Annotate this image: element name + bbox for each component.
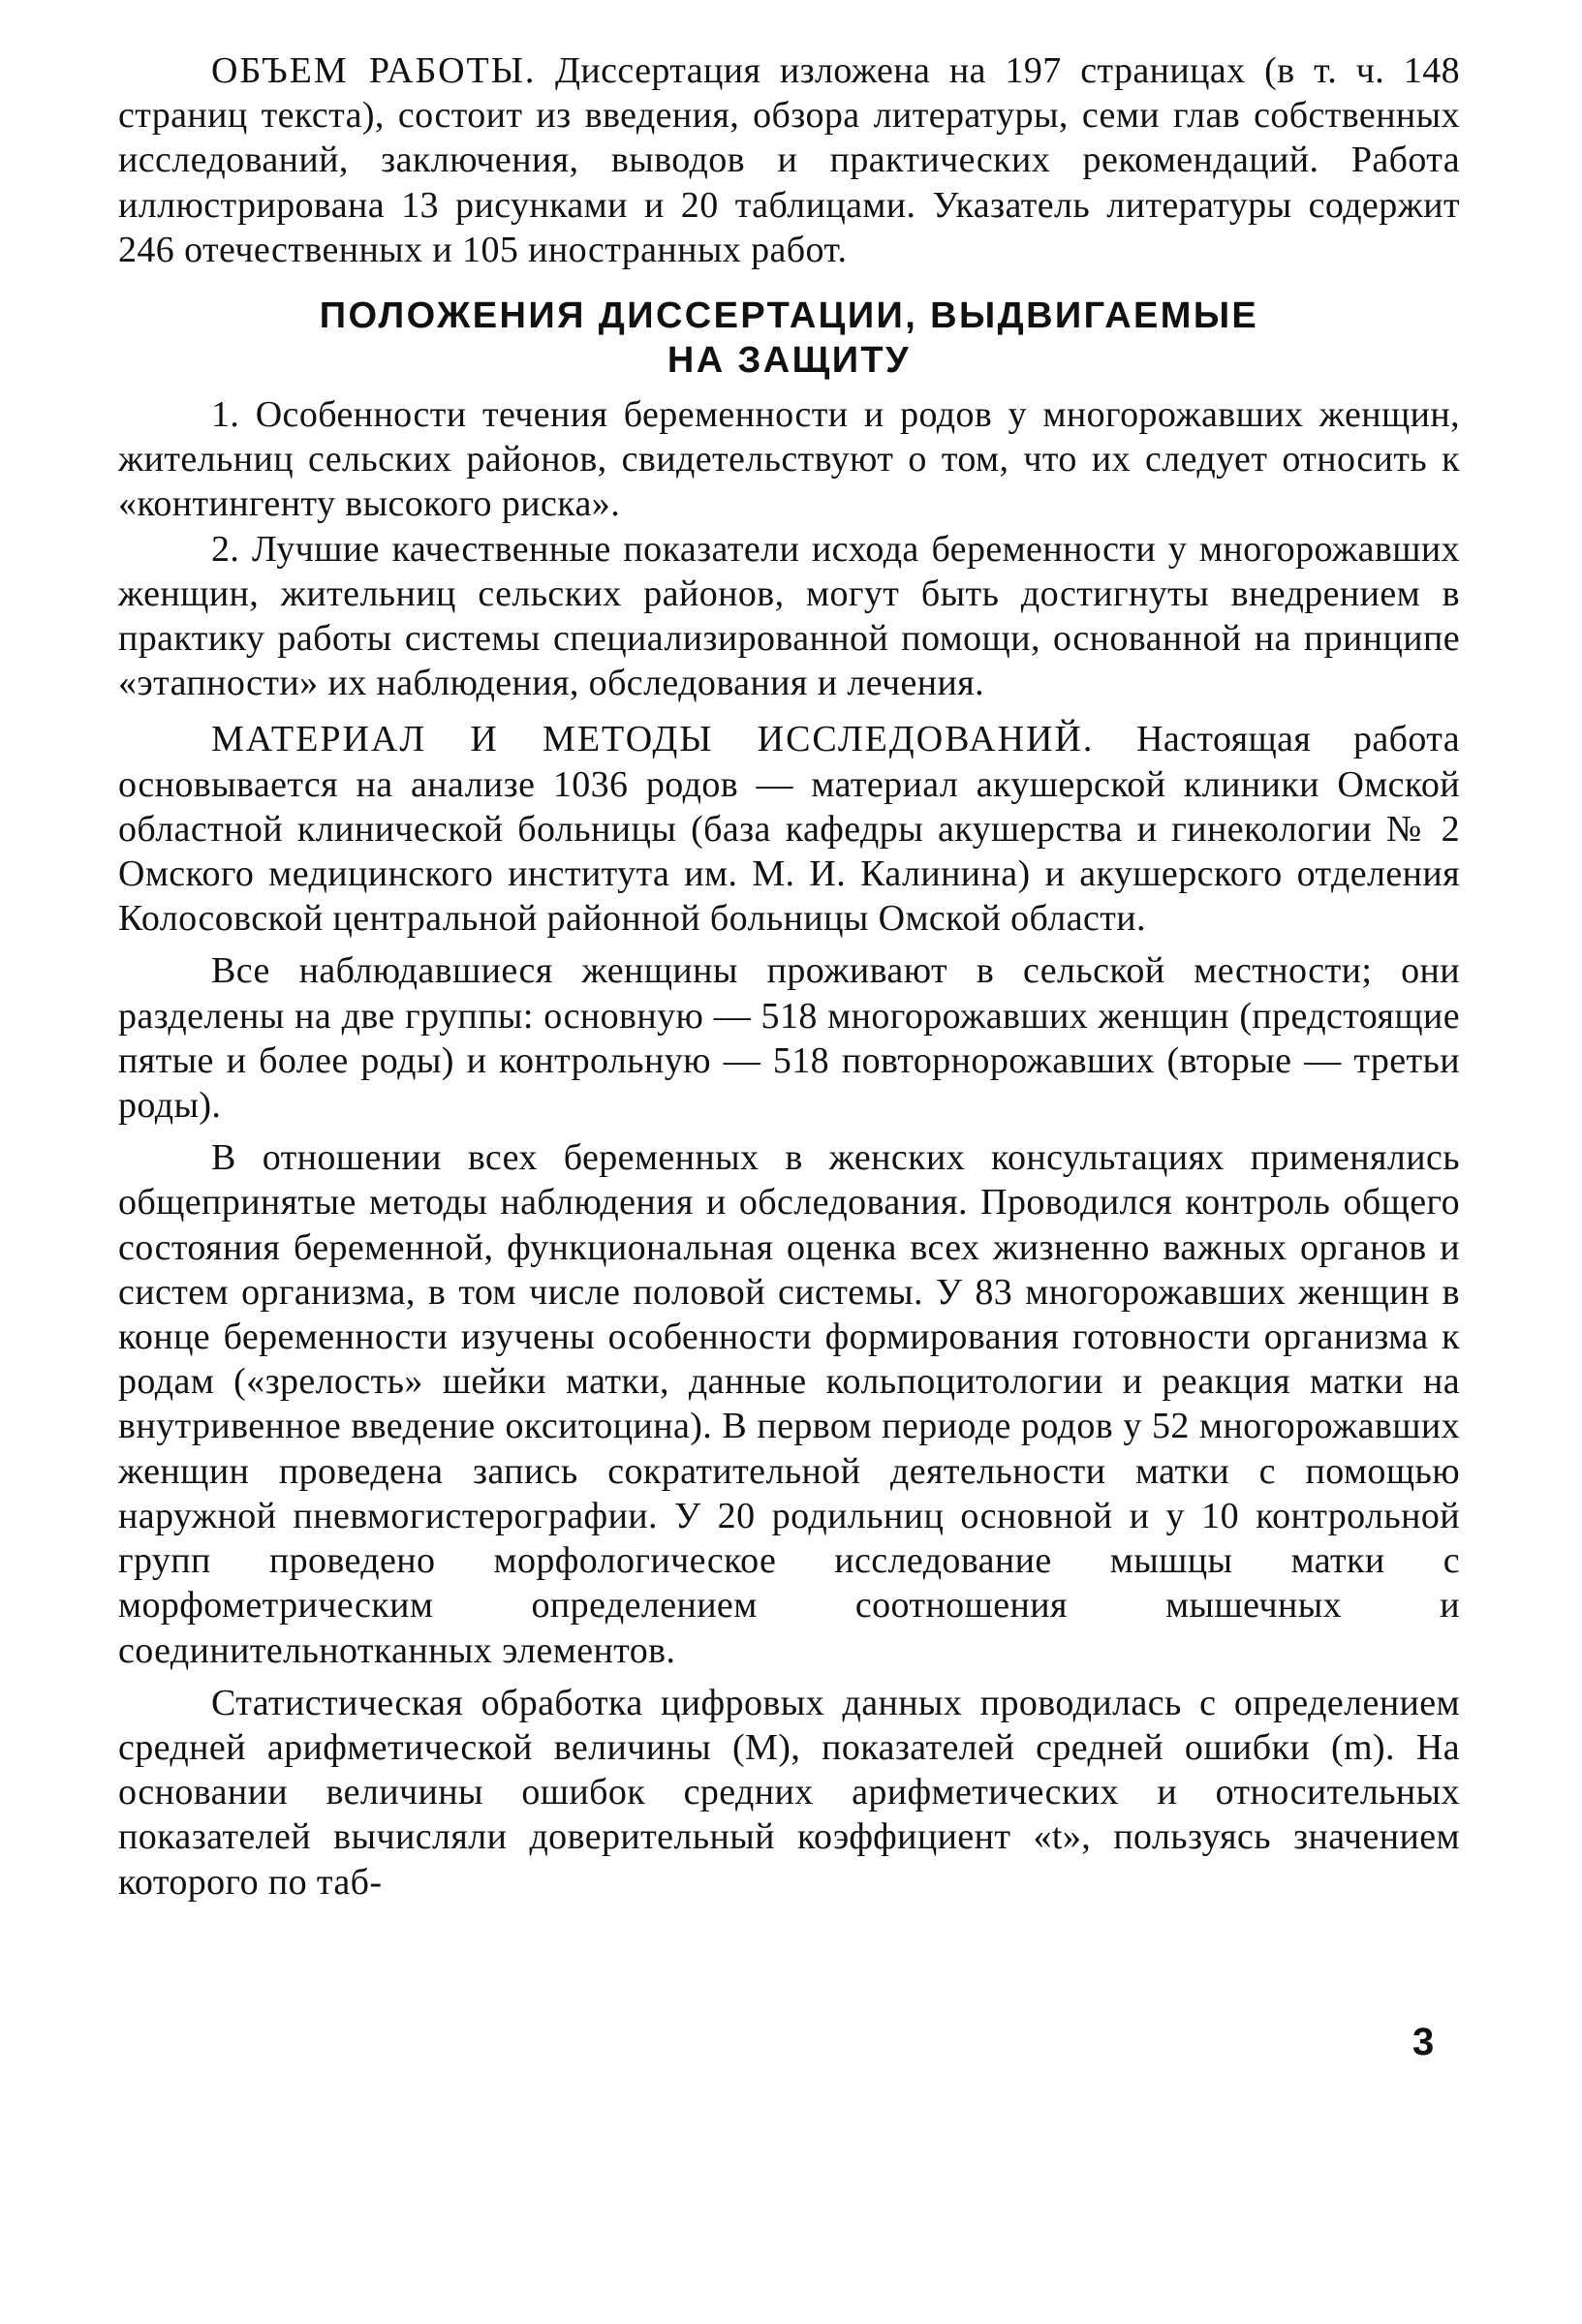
page-number: 3	[1412, 2021, 1435, 2063]
volume-paragraph	[118, 48, 1460, 272]
thesis-item-2: 2. Лучшие качественные показатели исхода беременности у многорожавших женщин, жительниц сельских районов, могут быть достигнуты внедрением в практику работы системы специализированной помощи, основанной на принципе «этапности» их наблюдения, обследования и лечения.	[118, 528, 1460, 704]
thesis-item-1: 1. Особенности течения беременности и родов у многорожавших женщин, жительниц сельских районов, свидетельствуют о том, что их следует относить к «контингенту высокого риска».	[118, 394, 1460, 525]
methods-title: МАТЕРИАЛ И МЕТОДЫ ИССЛЕДОВАНИЙ.	[211, 719, 1095, 760]
theses-heading-line-1: ПОЛОЖЕНИЯ ДИССЕРТАЦИИ, ВЫДВИГАЕМЫЕ	[319, 295, 1259, 337]
statistics-paragraph: Статистическая обработка цифровых данных проводилась с определением средней арифметической величины (М), показателей средней ошибки (m). На основании величины ошибок средних арифметических и относительных показателей вычисляли доверительный коэффициент «t», пользуясь значением которого по таб-	[118, 1682, 1460, 1903]
groups-paragraph: Все наблюдавшиеся женщины проживают в сельской местности; они разделены на две группы: основную — 518 многорожавших женщин (предстоящие пятые и более роды) и контрольную — 518 повторнорожавших (вторые — третьи роды).	[118, 950, 1460, 1127]
volume-title: ОБЪЕМ РАБОТЫ.	[211, 50, 537, 91]
document-page	[118, 48, 1460, 1905]
theses-heading-line-2: НА ЗАЩИТУ	[667, 340, 912, 382]
theses-heading	[118, 294, 1460, 383]
volume-text: Диссертация изложена на 197 страницах (в т. ч. 148 страниц текста), состоит из введения, обзора литературы, семи глав собственных исследований, заключения, выводов и практических рекомендаций. Работа иллюстрирована 13 рисунками и 20 таблицами. Указатель литературы содержит 246 отечественных и 105 иностранных работ.	[118, 50, 1460, 270]
methods-paragraph	[118, 717, 1460, 941]
methods-text: Настоящая работа основывается на анализе 1036 родов — материал акушерской клиники Омской областной клинической больницы (база кафедры акушерства и гинекологии № 2 Омского медицинского института им. М. И. Калинина) и акушерского отделения Колосовской центральной районной больницы Омской области.	[118, 719, 1460, 940]
examination-paragraph: В отношении всех беременных в женских консультациях применялись общепринятые методы наблюдения и обследования. Проводился контроль общего состояния беременной, функциональная оценка всех жизненно важных органов и систем организма, в том числе половой системы. У 83 многорожавших женщин в конце беременности изучены особенности формирования готовности организма к родам («зрелость» шейки матки, данные кольпоцитологии и реакция матки на внутривенное введение окситоцина). В первом периоде родов у 52 многорожавших женщин проведена запись сократительной деятельности матки с помощью наружной пневмогистерографии. У 20 родильниц основной и у 10 контрольной групп проведено морфологическое исследование мышцы матки с морфометрическим определением соотношения мышечных и соединительнотканных элементов.	[118, 1137, 1460, 1671]
